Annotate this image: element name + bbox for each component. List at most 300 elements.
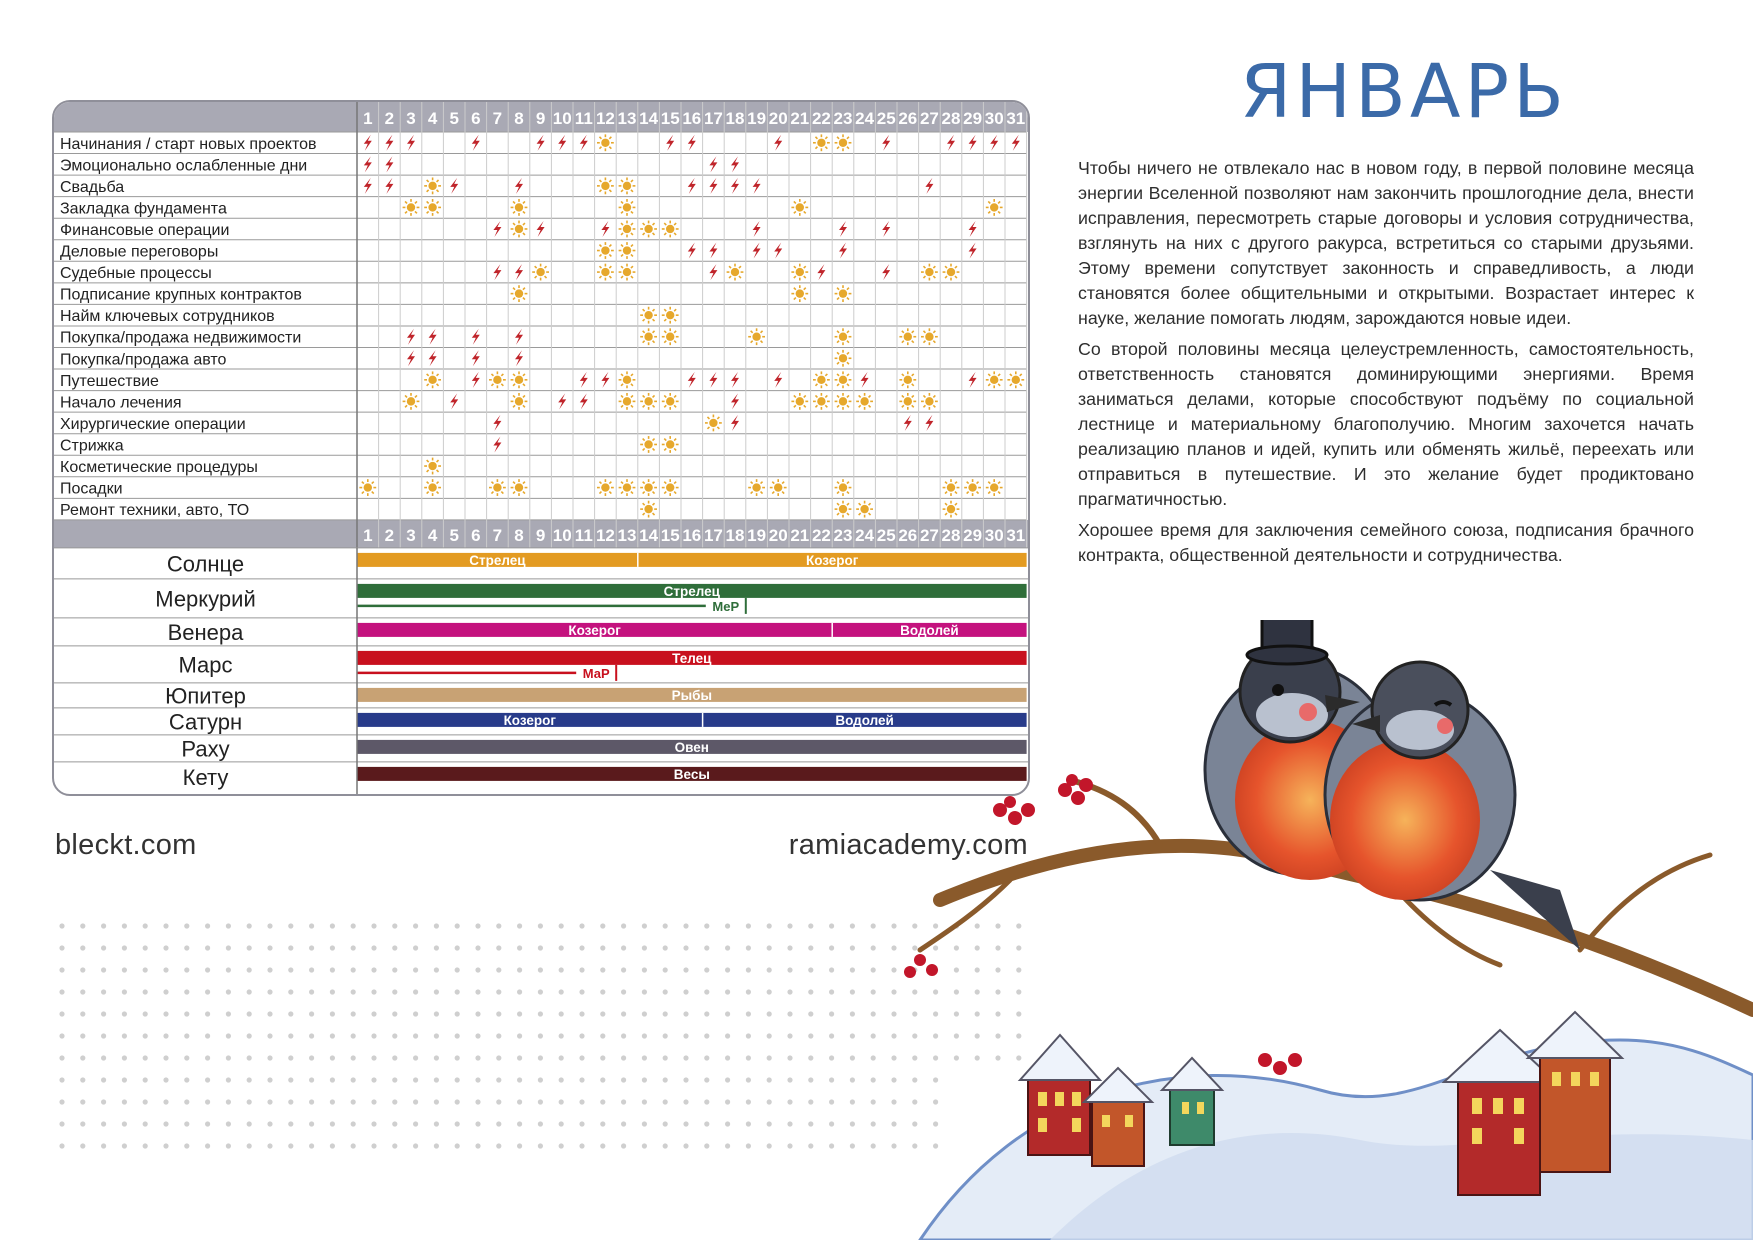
dot xyxy=(683,1143,688,1148)
day-number: 27 xyxy=(919,525,939,545)
dot xyxy=(413,945,418,950)
dot xyxy=(122,1099,127,1104)
sun-icon xyxy=(856,501,873,518)
dot xyxy=(330,1055,335,1060)
dot xyxy=(704,989,709,994)
dot xyxy=(496,1121,501,1126)
dot xyxy=(247,1077,252,1082)
sun-icon xyxy=(359,479,376,496)
dot xyxy=(413,989,418,994)
dot xyxy=(621,1033,626,1038)
zodiac-sign-label: Стрелец xyxy=(469,552,526,568)
dot xyxy=(413,967,418,972)
dot xyxy=(351,1011,356,1016)
dot xyxy=(808,1011,813,1016)
dot xyxy=(475,1033,480,1038)
dot xyxy=(808,1099,813,1104)
day-number: 18 xyxy=(725,109,745,128)
lightning-icon xyxy=(839,221,847,237)
day-number: 15 xyxy=(660,109,680,128)
dot xyxy=(663,1011,668,1016)
dot xyxy=(205,989,210,994)
lightning-icon xyxy=(493,221,501,237)
dot xyxy=(288,1055,293,1060)
dot xyxy=(829,967,834,972)
dot xyxy=(559,1143,564,1148)
dot xyxy=(496,1055,501,1060)
sun-icon xyxy=(986,371,1003,388)
dot xyxy=(663,1143,668,1148)
dot xyxy=(184,1033,189,1038)
day-number: 28 xyxy=(941,109,961,128)
dot xyxy=(351,1143,356,1148)
dot xyxy=(683,1033,688,1038)
dot xyxy=(559,1033,564,1038)
dot xyxy=(101,1099,106,1104)
dot xyxy=(226,1121,231,1126)
dot xyxy=(559,1099,564,1104)
paragraph: Хорошее время для заключения семейного союза, подписания брачного контракта, общественной деятельности и сотрудничества. xyxy=(1078,520,1694,565)
dot xyxy=(184,1121,189,1126)
lightning-icon xyxy=(407,329,415,345)
dot xyxy=(413,1055,418,1060)
lightning-icon xyxy=(969,372,977,388)
dot xyxy=(247,1099,252,1104)
dot xyxy=(829,1099,834,1104)
dot xyxy=(559,989,564,994)
day-number: 9 xyxy=(535,525,546,545)
zodiac-sign-label: Рыбы xyxy=(671,687,713,703)
sun-icon xyxy=(943,479,960,496)
zodiac-sign-label: Козерог xyxy=(568,622,621,638)
dot xyxy=(59,945,64,950)
dot xyxy=(371,967,376,972)
dot xyxy=(413,1011,418,1016)
day-number: 24 xyxy=(855,525,875,545)
dot xyxy=(850,945,855,950)
lightning-icon xyxy=(709,156,717,172)
dot xyxy=(143,1077,148,1082)
dot xyxy=(288,1077,293,1082)
dot xyxy=(538,1143,543,1148)
planet-name: Марс xyxy=(178,652,233,678)
day-number: 8 xyxy=(514,109,524,128)
dot xyxy=(538,945,543,950)
dot xyxy=(579,1055,584,1060)
dot xyxy=(455,1055,460,1060)
day-number: 12 xyxy=(595,525,615,545)
dot xyxy=(143,967,148,972)
dot xyxy=(808,967,813,972)
lightning-icon xyxy=(385,135,393,151)
sun-icon xyxy=(597,134,614,151)
dot xyxy=(725,967,730,972)
dot xyxy=(829,989,834,994)
dot xyxy=(101,967,106,972)
dot xyxy=(184,989,189,994)
dot xyxy=(226,989,231,994)
dot xyxy=(184,1055,189,1060)
dot xyxy=(850,1033,855,1038)
dot xyxy=(413,1143,418,1148)
dot xyxy=(642,1121,647,1126)
lightning-icon xyxy=(904,415,912,431)
dot xyxy=(309,1055,314,1060)
day-number: 29 xyxy=(963,525,983,545)
dot xyxy=(663,1055,668,1060)
dot xyxy=(704,1099,709,1104)
zodiac-sign-label: Весы xyxy=(673,766,710,782)
dot xyxy=(559,1121,564,1126)
footer-site-left[interactable]: bleckt.com xyxy=(55,829,197,861)
dot xyxy=(725,1143,730,1148)
day-number: 25 xyxy=(876,525,896,545)
lightning-icon xyxy=(861,372,869,388)
lightning-icon xyxy=(709,178,717,194)
sun-icon xyxy=(835,393,852,410)
lightning-icon xyxy=(515,178,523,194)
dot xyxy=(704,1143,709,1148)
dot xyxy=(205,945,210,950)
dot xyxy=(663,967,668,972)
dot xyxy=(163,1143,168,1148)
dot xyxy=(808,923,813,928)
zodiac-sign-label: Стрелец xyxy=(663,583,720,599)
dot xyxy=(80,1121,85,1126)
dot xyxy=(143,989,148,994)
sun-icon xyxy=(597,177,614,194)
dot xyxy=(205,1011,210,1016)
sun-icon xyxy=(619,177,636,194)
day-number: 12 xyxy=(595,109,615,128)
lightning-icon xyxy=(601,221,609,237)
dot xyxy=(538,1033,543,1038)
house-icon xyxy=(1162,1058,1222,1145)
day-number: 17 xyxy=(703,525,723,545)
planet-name: Раху xyxy=(181,736,230,762)
day-number: 3 xyxy=(406,109,416,128)
sun-icon xyxy=(748,328,765,345)
activity-label: Покупка/продажа авто xyxy=(60,351,227,369)
activity-label: Деловые переговоры xyxy=(60,243,219,261)
day-number: 7 xyxy=(492,109,503,128)
dot xyxy=(80,1143,85,1148)
dot xyxy=(600,923,605,928)
sun-icon xyxy=(943,264,960,281)
dot xyxy=(538,1077,543,1082)
dot xyxy=(517,967,522,972)
zodiac-sign-label: Козерог xyxy=(503,712,557,728)
sun-icon xyxy=(662,307,679,324)
day-number: 4 xyxy=(427,525,438,545)
dot xyxy=(101,923,106,928)
dot xyxy=(163,1121,168,1126)
sun-icon xyxy=(597,264,614,281)
sun-icon xyxy=(835,350,852,367)
dot xyxy=(413,1099,418,1104)
planet-name: Сатурн xyxy=(168,709,243,735)
dot xyxy=(247,967,252,972)
activity-label: Судебные процессы xyxy=(60,265,212,283)
lightning-icon xyxy=(925,415,933,431)
dot xyxy=(288,967,293,972)
lightning-icon xyxy=(774,372,782,388)
dot xyxy=(829,1033,834,1038)
dot xyxy=(392,1143,397,1148)
dot xyxy=(122,1033,127,1038)
dot xyxy=(496,945,501,950)
dot xyxy=(205,1055,210,1060)
dot xyxy=(184,1143,189,1148)
dot xyxy=(579,1033,584,1038)
dot xyxy=(434,923,439,928)
paragraph: Чтобы ничего не отвлекало нас в новом году, в первой половине месяца энергии Вселенной позволяют нам закончить прошлогодние дела, внести исправления, пересмотреть старые договоры и условия сотрудничества, взглянуть на них с другого ракурса, встретиться со старыми друзьями. Этому времени сопутствует законность и справедливость, а люди становятся более общительными и открытыми. Возрастает интерес к науке, желание помогать людям, зарождаются новые идеи. xyxy=(1078,158,1694,328)
dot xyxy=(704,1121,709,1126)
dot xyxy=(725,1121,730,1126)
dot xyxy=(683,1011,688,1016)
dot xyxy=(475,1143,480,1148)
dot xyxy=(351,989,356,994)
lightning-icon xyxy=(774,243,782,259)
dot xyxy=(309,1099,314,1104)
dot xyxy=(663,1099,668,1104)
dot xyxy=(330,967,335,972)
dot xyxy=(475,1055,480,1060)
lightning-icon xyxy=(731,415,739,431)
sun-icon xyxy=(835,479,852,496)
lightning-icon xyxy=(493,436,501,452)
sun-icon xyxy=(489,371,506,388)
day-number: 30 xyxy=(984,109,1004,128)
dot xyxy=(288,945,293,950)
sun-icon xyxy=(619,479,636,496)
lightning-icon xyxy=(731,393,739,409)
sun-icon xyxy=(403,393,420,410)
day-number: 18 xyxy=(725,525,745,545)
dot xyxy=(205,1033,210,1038)
dot xyxy=(725,1033,730,1038)
dot xyxy=(663,923,668,928)
dot xyxy=(143,1055,148,1060)
dot xyxy=(288,1099,293,1104)
dot xyxy=(330,989,335,994)
dot xyxy=(309,967,314,972)
dot xyxy=(247,923,252,928)
dot xyxy=(392,1077,397,1082)
dot xyxy=(517,1033,522,1038)
dot xyxy=(767,1033,772,1038)
dot xyxy=(600,1099,605,1104)
activity-label: Начинания / старт новых проектов xyxy=(60,135,317,153)
dot xyxy=(538,1099,543,1104)
dot xyxy=(808,989,813,994)
sun-icon xyxy=(835,328,852,345)
day-number: 27 xyxy=(919,109,939,128)
day-number: 10 xyxy=(552,525,572,545)
dot xyxy=(371,1011,376,1016)
lightning-icon xyxy=(472,135,480,151)
dot xyxy=(621,967,626,972)
dot xyxy=(143,1033,148,1038)
sun-icon xyxy=(921,264,938,281)
dot xyxy=(538,1055,543,1060)
dot xyxy=(309,945,314,950)
dot xyxy=(600,1077,605,1082)
planet-name: Солнце xyxy=(166,551,245,577)
dot xyxy=(787,1143,792,1148)
lightning-icon xyxy=(1012,135,1020,151)
dot xyxy=(371,1143,376,1148)
dot xyxy=(850,1121,855,1126)
dot xyxy=(434,1143,439,1148)
dot xyxy=(267,945,272,950)
dot xyxy=(767,1143,772,1148)
day-number: 21 xyxy=(790,525,810,545)
dot xyxy=(621,1143,626,1148)
lightning-icon xyxy=(839,243,847,259)
dot xyxy=(704,1011,709,1016)
dot xyxy=(767,967,772,972)
day-number: 24 xyxy=(855,109,875,128)
lightning-icon xyxy=(515,329,523,345)
day-number: 14 xyxy=(639,109,659,128)
dot xyxy=(80,1055,85,1060)
dot xyxy=(59,1099,64,1104)
sun-icon xyxy=(532,264,549,281)
day-number: 1 xyxy=(363,109,373,128)
dot xyxy=(226,1055,231,1060)
sun-icon xyxy=(640,436,657,453)
dot xyxy=(579,923,584,928)
dot xyxy=(163,967,168,972)
dot xyxy=(600,1121,605,1126)
lightning-icon xyxy=(709,243,717,259)
day-number: 16 xyxy=(682,109,702,128)
dot xyxy=(850,1077,855,1082)
dot xyxy=(392,1011,397,1016)
dot xyxy=(704,945,709,950)
dot xyxy=(392,989,397,994)
dot xyxy=(559,1055,564,1060)
dot xyxy=(663,1033,668,1038)
lightning-icon xyxy=(969,221,977,237)
dot xyxy=(517,945,522,950)
sun-icon xyxy=(619,242,636,259)
dot xyxy=(579,945,584,950)
activity-label: Покупка/продажа недвижимости xyxy=(60,329,302,347)
lightning-icon xyxy=(493,264,501,280)
dot xyxy=(122,1077,127,1082)
dot xyxy=(642,923,647,928)
dot xyxy=(434,945,439,950)
dot xyxy=(683,1121,688,1126)
dot xyxy=(371,1033,376,1038)
dot xyxy=(538,1121,543,1126)
dot xyxy=(642,945,647,950)
dot xyxy=(579,1143,584,1148)
lightning-icon xyxy=(753,243,761,259)
sun-icon xyxy=(619,393,636,410)
dot xyxy=(829,1055,834,1060)
dot xyxy=(496,1099,501,1104)
dot xyxy=(59,1011,64,1016)
sun-icon xyxy=(921,393,938,410)
dot xyxy=(725,945,730,950)
dot xyxy=(59,1077,64,1082)
sun-icon xyxy=(511,371,528,388)
dot xyxy=(496,989,501,994)
dot xyxy=(392,945,397,950)
dot xyxy=(517,923,522,928)
dot xyxy=(725,1099,730,1104)
dot xyxy=(122,1011,127,1016)
dot xyxy=(434,967,439,972)
planet-name: Венера xyxy=(167,619,244,645)
day-number: 2 xyxy=(384,109,395,128)
lightning-icon xyxy=(493,415,501,431)
activity-label: Косметические процедуры xyxy=(60,459,258,477)
dot xyxy=(829,923,834,928)
sun-icon xyxy=(424,199,441,216)
dot xyxy=(143,1143,148,1148)
dot xyxy=(80,923,85,928)
dot xyxy=(621,1055,626,1060)
activity-label: Хирургические операции xyxy=(60,415,246,433)
dot xyxy=(621,1011,626,1016)
dot xyxy=(309,923,314,928)
day-number: 26 xyxy=(898,525,918,545)
day-number: 26 xyxy=(898,109,918,128)
dot xyxy=(642,1143,647,1148)
lightning-icon xyxy=(688,372,696,388)
lightning-icon xyxy=(753,178,761,194)
dot xyxy=(787,923,792,928)
sun-icon xyxy=(770,479,787,496)
dot xyxy=(163,923,168,928)
dot xyxy=(455,1099,460,1104)
lightning-icon xyxy=(472,350,480,366)
lightning-icon xyxy=(774,135,782,151)
dot xyxy=(330,1099,335,1104)
dot xyxy=(475,1077,480,1082)
dot xyxy=(787,1099,792,1104)
dot xyxy=(143,1099,148,1104)
dot xyxy=(122,1143,127,1148)
dot xyxy=(538,989,543,994)
dot xyxy=(642,1055,647,1060)
dot xyxy=(392,1121,397,1126)
dot xyxy=(455,923,460,928)
dot xyxy=(413,1033,418,1038)
day-number: 31 xyxy=(1006,109,1026,128)
dot xyxy=(829,1011,834,1016)
footer-site-right[interactable]: ramiacademy.com xyxy=(788,829,1028,861)
dot xyxy=(808,945,813,950)
dot xyxy=(683,1055,688,1060)
dot xyxy=(122,923,127,928)
day-number: 23 xyxy=(833,525,853,545)
lightning-icon xyxy=(407,135,415,151)
dot xyxy=(267,1055,272,1060)
sun-icon xyxy=(403,199,420,216)
sun-icon xyxy=(619,371,636,388)
lightning-icon xyxy=(407,350,415,366)
sun-icon xyxy=(619,264,636,281)
day-number: 30 xyxy=(984,525,1004,545)
sun-icon xyxy=(511,479,528,496)
dot xyxy=(434,1077,439,1082)
dot xyxy=(808,1033,813,1038)
